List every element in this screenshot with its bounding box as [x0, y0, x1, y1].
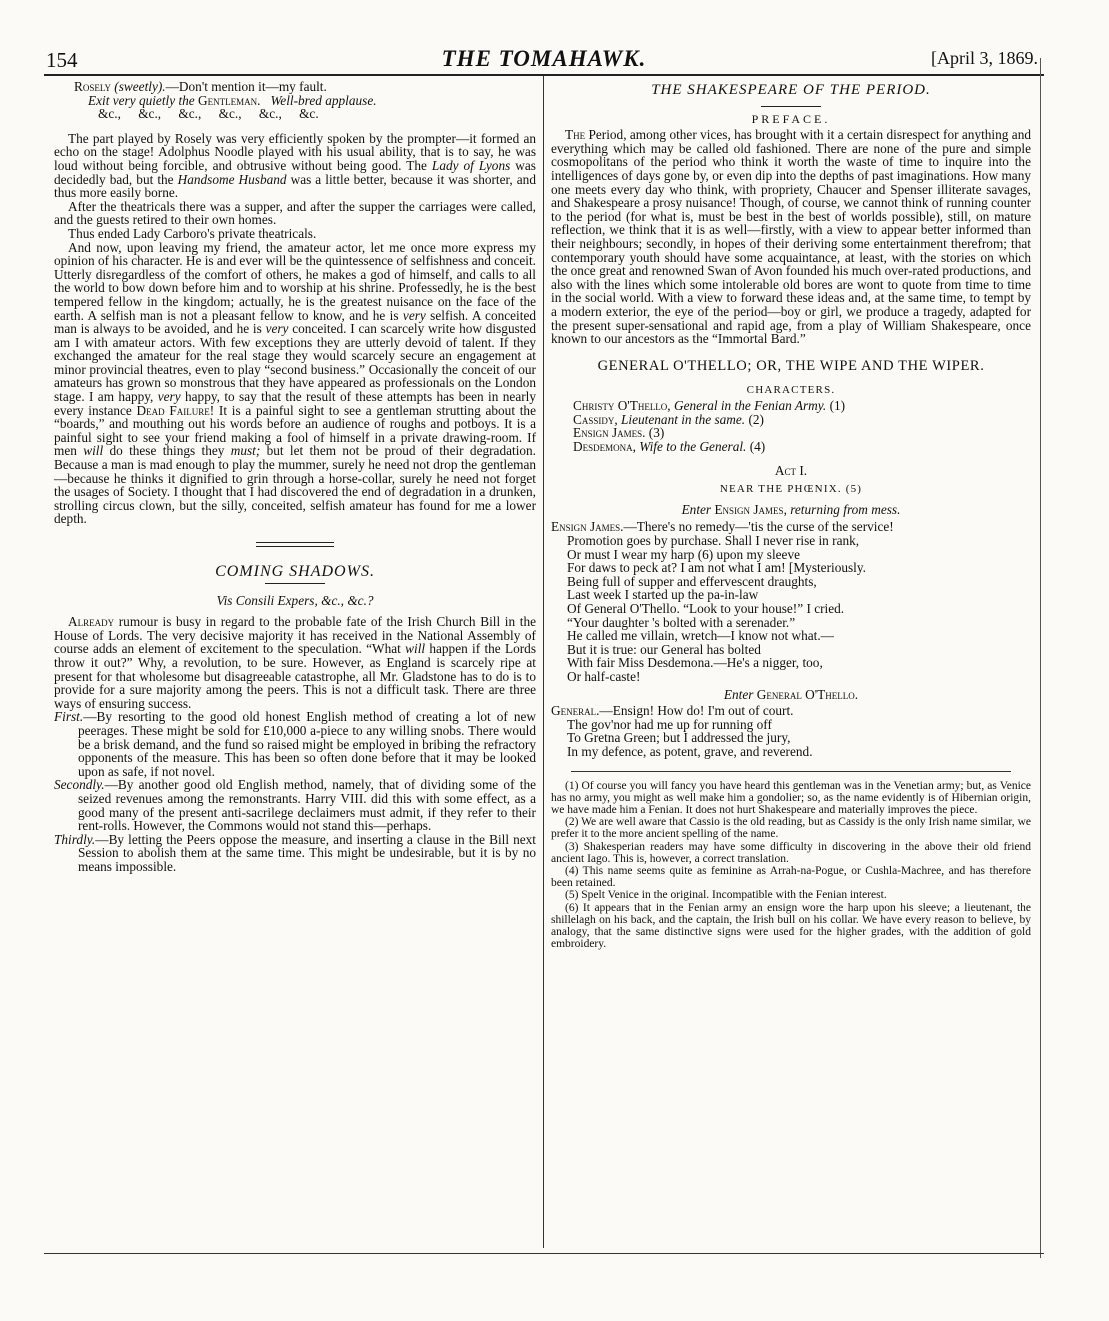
- verse-line: In my defence, as potent, grave, and reverend.: [567, 743, 813, 759]
- stage-line-rosely: Rosely (sweetly).—Don't mention it—my fault.: [74, 79, 327, 94]
- verse-line: He called me villain, wretch—I know not what.—: [567, 628, 834, 644]
- verse-line: Last week I started up the pa-in-law: [567, 587, 759, 603]
- column-divider: [543, 76, 544, 1248]
- stage-direction-enter-general: Enter General O'Thello.: [723, 686, 859, 702]
- paragraph-amateur-actor: And now, upon leaving my friend, the amateur actor, let me once more express my opinion of his character. He is and ever will be the quintessence of selfishness and conceit. Utterly disregardless of the comfort of others, he makes a god of himself, and calls to all the world to bow down before him and to worship at his shrine. Professedly, he is the best tempered fellow in the kingdom; actually, he is the greatest nuisance on the face of the earth. A selfish man is not a pleasant fellow to know, and he is very selfish. A conceited man is always to be avoided, and he is very conceited. I can scarcely write how disgusted am I with amateur actors. With few exceptions they are utterly devoid of talent. If they exchanged the amateur for the real stage they would scarcely secure an engagement at minor provincial theatres, even to play “second business.” Occasionally the conceit of our amateurs has grown so monstrous that they have appeared as professionals on the London stage. I am happy, very happy, to say that the result of these attempts has been in nearly every instance Dead Failure! It is a painful sight to see a gentleman strutting about the “boards,” and mouthing out his words before an audience of roughs and potboys. It is a painful sight to see your friend making a fool of himself in a private drawing-room. If men will do these things they must; but let them not be proud of their degradation. Because a man is mad enough to play the mummer, surely he need not drop the gentleman—because he thinks it dignified to grin through a horse-collar, surely he need not forget the usages of Society. I thought that I had discovered the end of degradation in a drunken, strolling circus clown, but the silly, conceited, selfish amateur has found for me a lower depth.: [54, 239, 537, 527]
- shakespeare-title: THE SHAKESPEARE OF THE PERIOD.: [651, 82, 931, 98]
- verse-line: Of General O'Thello. “Look to your house!” I cried.: [567, 601, 845, 616]
- footnotes-rule: [571, 771, 1011, 772]
- footnote: (1) Of course you will fancy you have heard this gentleman was in the Venetian army; but, as Venice has no army, you might as well make him a gondolier; so, as the name evidently is of Hibernian origin, we have made him a Fenian. It does not hurt Shakespeare and materially improves the piece.: [551, 779, 1031, 816]
- header-rule: [44, 74, 1044, 76]
- paragraph-first: First.—By resorting to the good old honest English method of creating a lot of new peerages. These might be sold for £10,000 a-piece to any willing snobs. There would be a brisk demand, and the fund so raised might be employed in bribing the refractory opponents of the measure. This has been so often done before that it may be looked upon as safe, if not novel.: [54, 709, 536, 779]
- play-title: GENERAL O'THELLO; OR, THE WIPE AND THE WIPER.: [597, 357, 985, 374]
- general-verse: [551, 718, 1031, 759]
- character-list: [551, 399, 1031, 453]
- verse-line: With fair Miss Desdemona.—He's a nigger, too,: [567, 655, 823, 671]
- paragraph-ended: Thus ended Lady Carboro's private theatricals.: [68, 225, 317, 241]
- act-heading: Act I.: [774, 462, 808, 478]
- ensign-speech-start: Ensign James.—There's no remedy—'tis the curse of the service!: [551, 519, 894, 535]
- verse-line: Being full of supper and effervescent draughts,: [567, 573, 817, 589]
- verse-line: Or half-caste!: [567, 668, 641, 684]
- paragraph-supper: After the theatricals there was a supper, and after the supper the carriages were called, and the guests retired to their own homes.: [54, 198, 536, 228]
- footnote: (5) Spelt Venice in the original. Incompatible with the Fenian interest.: [565, 889, 887, 902]
- coming-shadows-title: COMING SHADOWS.: [215, 563, 375, 580]
- footnote: (3) Shakesperian readers may have some difficulty in discovering in the above their old friend ancient Iago. This is, however, a correct translation.: [551, 840, 1031, 865]
- character-entry: Desdemona, Wife to the General. (4): [573, 439, 766, 455]
- footnote: (4) This name seems quite as feminine as Arrah-na-Pogue, or Cushla-Machree, and has therefore been retained.: [551, 864, 1031, 890]
- section-double-rule: [256, 542, 334, 547]
- verse-line: To Gretna Green; but I addressed the jury,: [567, 730, 791, 746]
- characters-heading: CHARACTERS.: [746, 383, 836, 396]
- paragraph-rosely: The part played by Rosely was very efficiently spoken by the prompter—it formed an echo on the stage! Adolphus Noodle played with his usual ability, that is to say, he was loud without being forcible, and obtrusive without being good. The Lady of Lyons was decidedly bad, but the Handsome Husband was a little better, because it was shorter, and thus more easily borne.: [54, 130, 536, 201]
- scene-heading: NEAR THE PHŒNIX. (5): [719, 483, 863, 496]
- verse-line: “Your daughter 's bolted with a serenader.”: [567, 614, 796, 630]
- issue-date: [April 3, 1869.: [931, 48, 1038, 68]
- right-column: [551, 80, 1031, 950]
- page-number: 154: [46, 48, 78, 72]
- title-rule: [265, 583, 325, 584]
- preface-heading: PREFACE.: [751, 111, 831, 126]
- masthead-title: THE TOMAHAWK.: [441, 46, 647, 71]
- character-entry: Christy O'Thello, General in the Fenian Army. (1): [573, 398, 846, 414]
- paragraph-already: Already rumour is busy in regard to the probable fate of the Irish Church Bill in the House of Lords. The very decisive majority it has received in the National Assembly of course adds an element of excitement to the speculation. “What will happen if the Lords throw it out?” Why, a revolution, to be sure. However, as England is scarcely ripe at present for that wholesome but disagreeable catastrophe, all Mr. Gladstone has to do is to provide for a sure majority among the peers. This is not a difficult task. There are three ways of ensuring success.: [54, 614, 536, 711]
- title-rule: [761, 106, 821, 107]
- character-entry: Cassidy, Lieutenant in the same. (2): [573, 411, 764, 427]
- paragraph-thirdly: Thirdly.—By letting the Peers oppose the measure, and inserting a clause in the Bill next Session to abolish them at the same time. This might be undesirable, but it is by no means impossible.: [54, 831, 536, 874]
- verse-line: Or must I wear my harp (6) upon my sleeve: [567, 546, 801, 562]
- footnote: (2) We are well aware that Cassio is the old reading, but as Cassidy is the only Irish name similar, we prefer it to the more ancient spelling of the name.: [551, 816, 1031, 841]
- stage-etc-line: &c., &c., &c., &c., &c., &c.: [98, 106, 319, 122]
- character-entry: Ensign James. (3): [573, 425, 665, 441]
- preface-paragraph: The Period, among other vices, has brought with it a certain disrespect for anything and everything which may be called old fashioned. There are none of the pure and simple cosmopolitans of the period who think it worth the waste of time to inquire into the intelligences of days gone by, or even dip into the depths of past imaginations. How many one meets every day who think, with propriety, Chaucer and Spenser illiterate savages, and Shakespeare a prosy nuisance! Though, of course, we cannot think of running counter to the period (for what is, must be best in the best of worlds possible), still, on mature reflection, we think that it is as well—firstly, with a view to appear better informed than their neighbours; secondly, in hopes of their deriving some entertainment therefrom; that contemporary youth should have some acquaintance, at least, with the stories on which the once great and renowned Swan of Avon founded his much over-rated productions, and also with the lines which some intolerable old bores are wont to quote from time to time in the social world. With a view to forward these ideas and, at the same time, to tempt by a modern exterior, the eye of the period—boy or girl, we produce a tragedy, adapted for the present super-sensational and rapid age, from a play of William Shakespeare, once known to our ancestors as the “Immortal Bard.”: [551, 127, 1031, 347]
- stage-exit-line: Exit very quietly the Gentleman. Well-bred applause.: [88, 92, 377, 108]
- coming-shadows-motto: Vis Consili Expers, &c., &c.?: [216, 592, 374, 608]
- verse-line: Promotion goes by purchase. Shall I never rise in rank,: [567, 533, 860, 549]
- verse-line: For daws to peck at? I am not what I am! [Mysteriously.: [567, 560, 866, 576]
- page-header: [44, 40, 1044, 74]
- bottom-rule: [44, 1253, 1044, 1254]
- left-column: [54, 80, 536, 873]
- stage-direction-enter-ensign: Enter Ensign James, returning from mess.: [681, 501, 901, 517]
- verse-line: But it is true: our General has bolted: [567, 641, 761, 657]
- ensign-verse: [551, 534, 1031, 684]
- page-edge-rule: [1040, 58, 1041, 1258]
- general-speech-start: General.—Ensign! How do! I'm out of court.: [551, 703, 794, 719]
- footnote: (6) It appears that in the Fenian army an ensign wore the harp upon his sleeve; a lieutenant, the shillelagh on his back, and the captain, the Irish bull on his collar. We have every reason to believe, by analogy, that the same distinctive signs were used for the higher grades, with the addition of gold embroidery.: [551, 901, 1031, 951]
- verse-line: The gov'nor had me up for running off: [567, 716, 772, 732]
- footnotes: [551, 780, 1031, 951]
- paragraph-secondly: Secondly.—By another good old English method, namely, that of dividing some of the seized revenues among the remonstrants. Harry VIII. did this with some effect, as a good many of the present anti-sacrilege declaimers must admit, if they refer to their rent-rolls. However, the Commons would not stand this—perhaps.: [54, 777, 536, 834]
